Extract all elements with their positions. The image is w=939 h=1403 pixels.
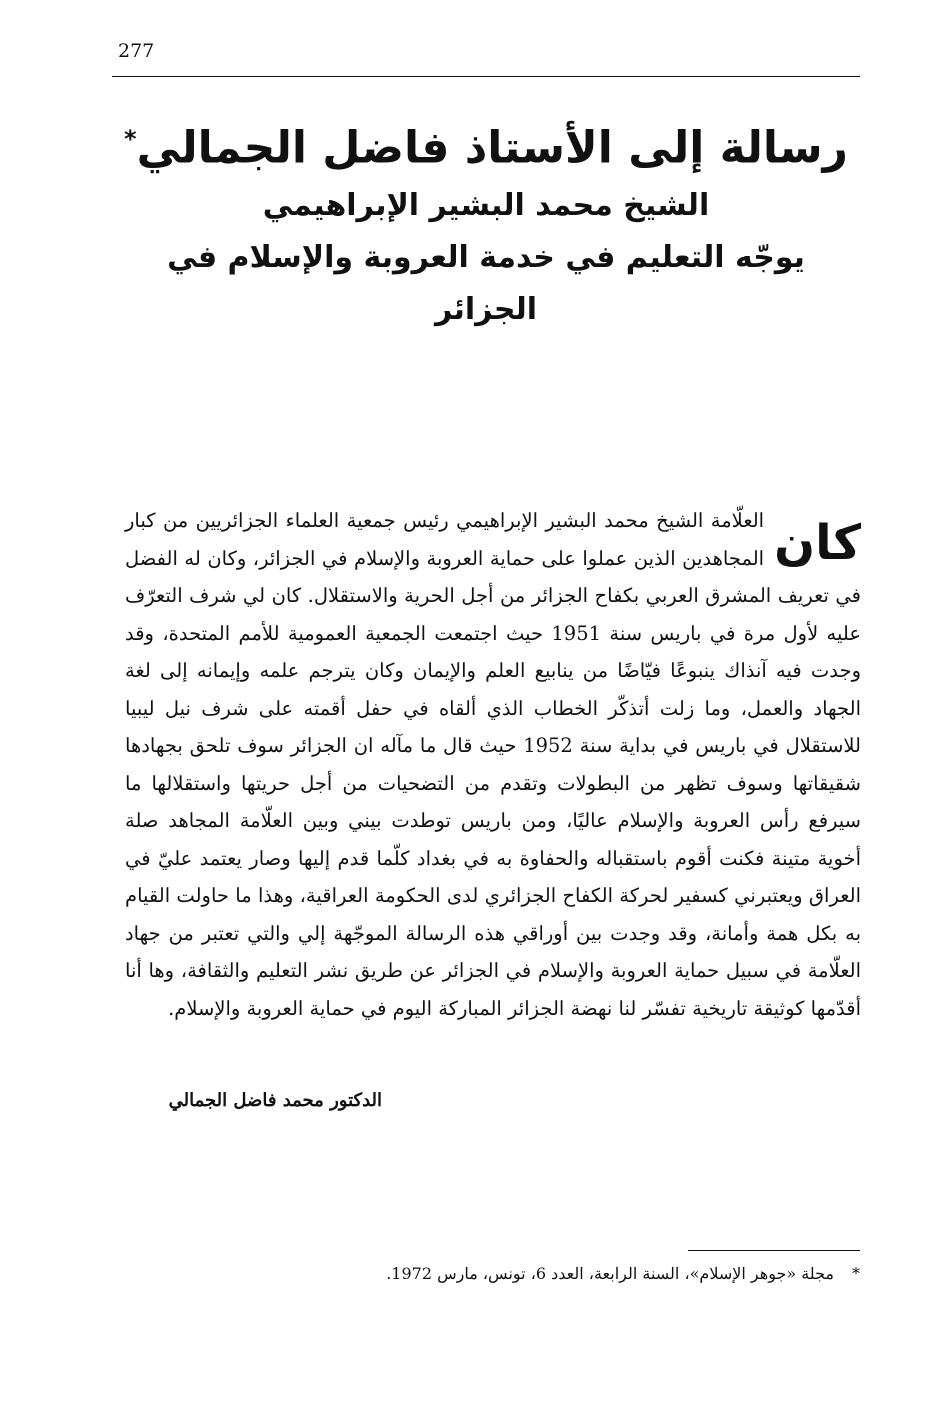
page-number: 277 <box>118 40 155 62</box>
article-subtitle: يوجّه التعليم في خدمة العروبة والإسلام في الجزائر <box>167 239 805 327</box>
footnote-marker: * <box>852 1264 860 1283</box>
body-text: العلّامة الشيخ محمد البشير الإبراهيمي رئيس جمعية العلماء الجزائريين من كبار المجاهدين الذين عملوا على حماية العروبة والإسلام في الجزائر، وكان له الفضل في تعريف المشرق العربي بكفاح الجزائر من أجل الحرية والاستقلال. كان لي شرف التعرّف عليه لأول مرة في باريس سنة 1951 حيث اجتمعت الجمعية العمومية للأمم المتحدة، وقد وجدت فيه آنذاك ينبوعًا فيّاضًا من ينابيع العلم والإيمان وكان يترجم علمه وإيمانه إلى لغة الجهاد والعمل، وما زلت أتذكّر الخطاب الذي ألقاه في حفل أقمته على شرف نيل ليبيا للاستقلال في باريس في بداية سنة 1952 حيث قال ما مآله ان الجزائر سوف تلحق بجهادها شقيقاتها وسوف تظهر من البطولات وتقدم من التضحيات من أجل حريتها واستقلالها ما سيرفع رأس العروبة والإسلام عاليًا، ومن باريس توطدت بيني وبين العلّامة المجاهد صلة أخوية متينة فكنت أقوم باستقباله والحفاوة به في بغداد كلّما قدم إليها وصار يعتمد عليّ في العراق ويعتبرني كسفير لحركة الكفاح الجزائري لدى الحكومة العراقية، وهذا ما حاولت القيام به بكل همة وأمانة، وقد وجدت بين أوراقي هذه الرسالة الموجّهة إلي والتي تعتبر من جهاد العلّامة في سبيل حماية العروبة والإسلام في الجزائر عن طريق نشر التعليم والثقافة، وها أنا أقدّمها كوثيقة تاريخية تفسّر لنا نهضة الجزائر المباركة اليوم في حماية العروبة والإسلام. <box>125 509 862 1020</box>
footnote <box>112 1262 860 1286</box>
header-rule <box>112 76 860 77</box>
title-footnote-marker: * <box>124 125 137 153</box>
signature: الدكتور محمد فاضل الجمالي <box>168 1090 382 1111</box>
footnote-text: مجلة «جوهر الإسلام»، السنة الرابعة، العدد 6، تونس، مارس 1972. <box>386 1264 834 1283</box>
title-block <box>112 108 860 336</box>
article-title-text: رسالة إلى الأستاذ فاضل الجمالي <box>136 122 848 174</box>
footnote-rule <box>688 1250 860 1251</box>
body-paragraph <box>125 502 861 1027</box>
article-author: الشيخ محمد البشير الإبراهيمي <box>262 187 710 223</box>
dropcap-word: كان <box>774 515 861 571</box>
article-title <box>112 108 860 180</box>
